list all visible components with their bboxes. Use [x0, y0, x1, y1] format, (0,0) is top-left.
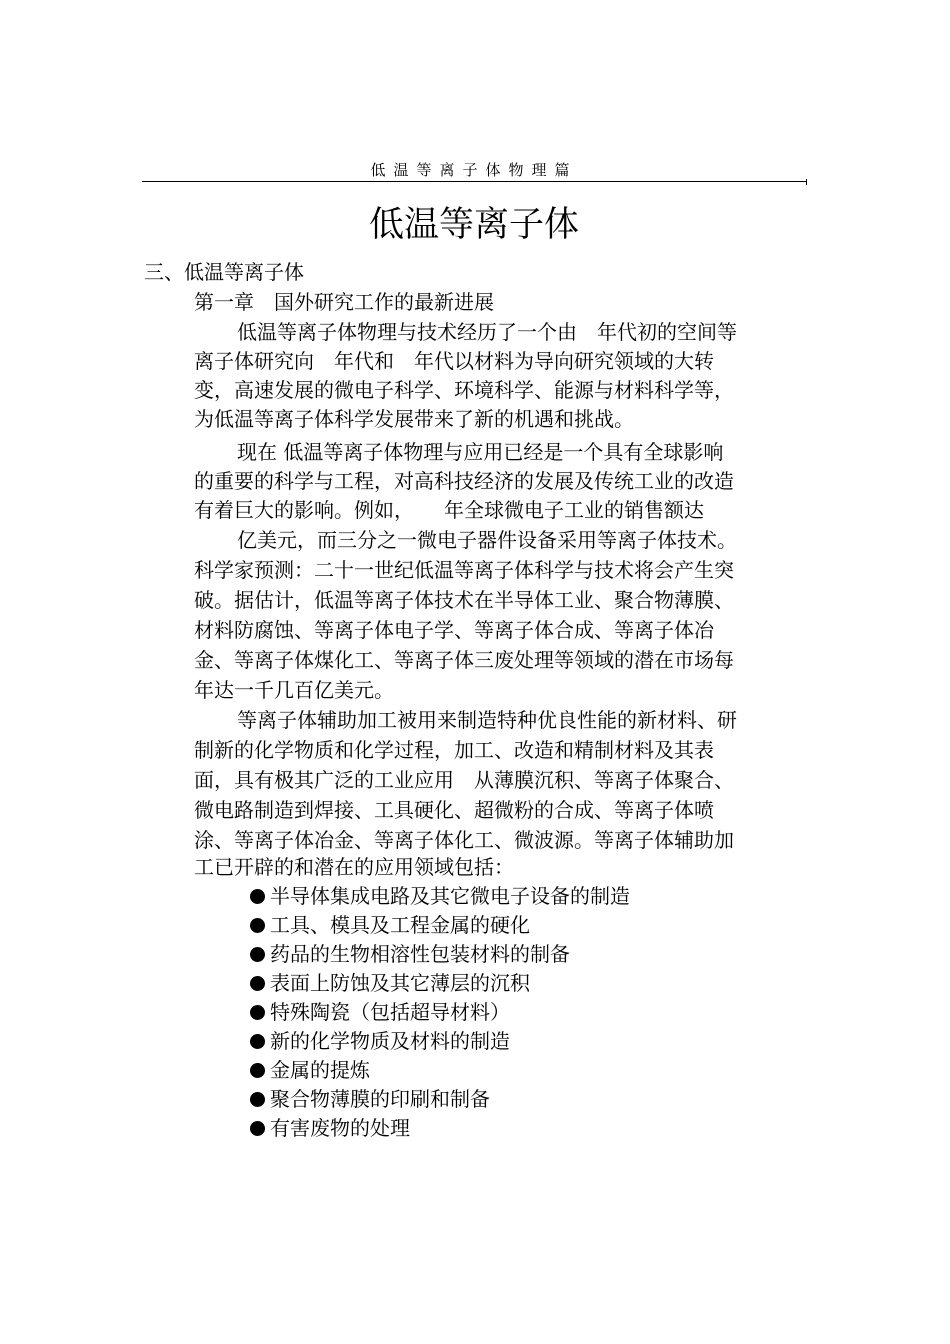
paragraph-3-line-4: 微电路制造到焊接、工具硬化、超微粉的合成、等离子体喷 [194, 798, 714, 822]
paragraph-2-line-3: 有着巨大的影响。例如， 年全球微电子工业的销售额达 [194, 498, 704, 522]
list-item [250, 911, 530, 940]
paragraph-3-line-1: 等离子体辅助加工被用来制造特种优良性能的新材料、研 [237, 708, 737, 732]
list-item-text: 工具、模具及工程金属的硬化 [270, 913, 530, 937]
bullet-icon [250, 976, 265, 991]
list-item-text: 药品的生物相溶性包装材料的制备 [270, 942, 570, 966]
paragraph-2-line-6: 破。据估计，低温等离子体技术在半导体工业、聚合物薄膜、 [194, 588, 734, 612]
list-item-text: 新的化学物质及材料的制造 [270, 1029, 510, 1053]
paragraph-3-line-6: 工已开辟的和潜在的应用领域包括： [194, 855, 514, 879]
paragraph-2-line-7: 材料防腐蚀、等离子体电子学、等离子体合成、等离子体冶 [194, 618, 714, 642]
list-item-text: 表面上防蚀及其它薄层的沉积 [270, 971, 530, 995]
list-item [250, 1027, 510, 1056]
paragraph-2-line-1: 现在 低温等离子体物理与应用已经是一个具有全球影响 [237, 440, 724, 464]
bullet-icon [250, 1121, 265, 1136]
bullet-icon [250, 918, 265, 933]
bullet-icon [250, 889, 265, 904]
section-heading: 三、低温等离子体 [144, 260, 304, 284]
paragraph-1-line-4: 为低温等离子体科学发展带来了新的机遇和挑战。 [194, 407, 634, 431]
list-item [250, 1114, 410, 1143]
paragraph-1-line-1: 低温等离子体物理与技术经历了一个由 年代初的空间等 [237, 320, 737, 344]
running-header: 低温等离子体物理篇 [370, 161, 578, 179]
list-item-text: 半导体集成电路及其它微电子设备的制造 [270, 884, 630, 908]
page-title: 低温等离子体 [368, 205, 579, 245]
paragraph-3-line-2: 制新的化学物质和化学过程，加工、改造和精制材料及其表 [194, 738, 714, 762]
bullet-icon [250, 1063, 265, 1078]
paragraph-1-line-3: 变，高速发展的微电子科学、环境科学、能源与材料科学等， [194, 378, 734, 402]
list-item-text: 特殊陶瓷（包括超导材料） [270, 1000, 510, 1024]
bullet-icon [250, 947, 265, 962]
paragraph-2-line-2: 的重要的科学与工程，对高科技经济的发展及传统工业的改造 [194, 469, 734, 493]
list-item [250, 940, 570, 969]
list-item [250, 1085, 490, 1114]
bullet-icon [250, 1005, 265, 1020]
list-item [250, 1056, 370, 1085]
list-item [250, 998, 510, 1027]
paragraph-3-line-3: 面，具有极其广泛的工业应用 从薄膜沉积、等离子体聚合、 [194, 768, 734, 792]
paragraph-1-line-2: 离子体研究向 年代和 年代以材料为导向研究领域的大转 [194, 349, 714, 373]
chapter-heading: 第一章 国外研究工作的最新进展 [194, 290, 494, 314]
list-item [250, 882, 630, 911]
paragraph-2-line-4: 亿美元，而三分之一微电子器件设备采用等离子体技术。 [237, 528, 737, 552]
header-rule-tick [806, 179, 807, 185]
paragraph-2-line-8: 金、等离子体煤化工、等离子体三废处理等领域的潜在市场每 [194, 648, 734, 672]
paragraph-3-line-5: 涂、等离子体冶金、等离子体化工、微波源。等离子体辅助加 [194, 828, 734, 852]
list-item-text: 聚合物薄膜的印刷和制备 [270, 1087, 490, 1111]
paragraph-2-line-9: 年达一千几百亿美元。 [194, 678, 394, 702]
bullet-icon [250, 1092, 265, 1107]
paragraph-2-line-5: 科学家预测：二十一世纪低温等离子体科学与技术将会产生突 [194, 558, 734, 582]
list-item [250, 969, 530, 998]
list-item-text: 有害废物的处理 [270, 1116, 410, 1140]
bullet-icon [250, 1034, 265, 1049]
header-rule [142, 181, 806, 182]
list-item-text: 金属的提炼 [270, 1058, 370, 1082]
